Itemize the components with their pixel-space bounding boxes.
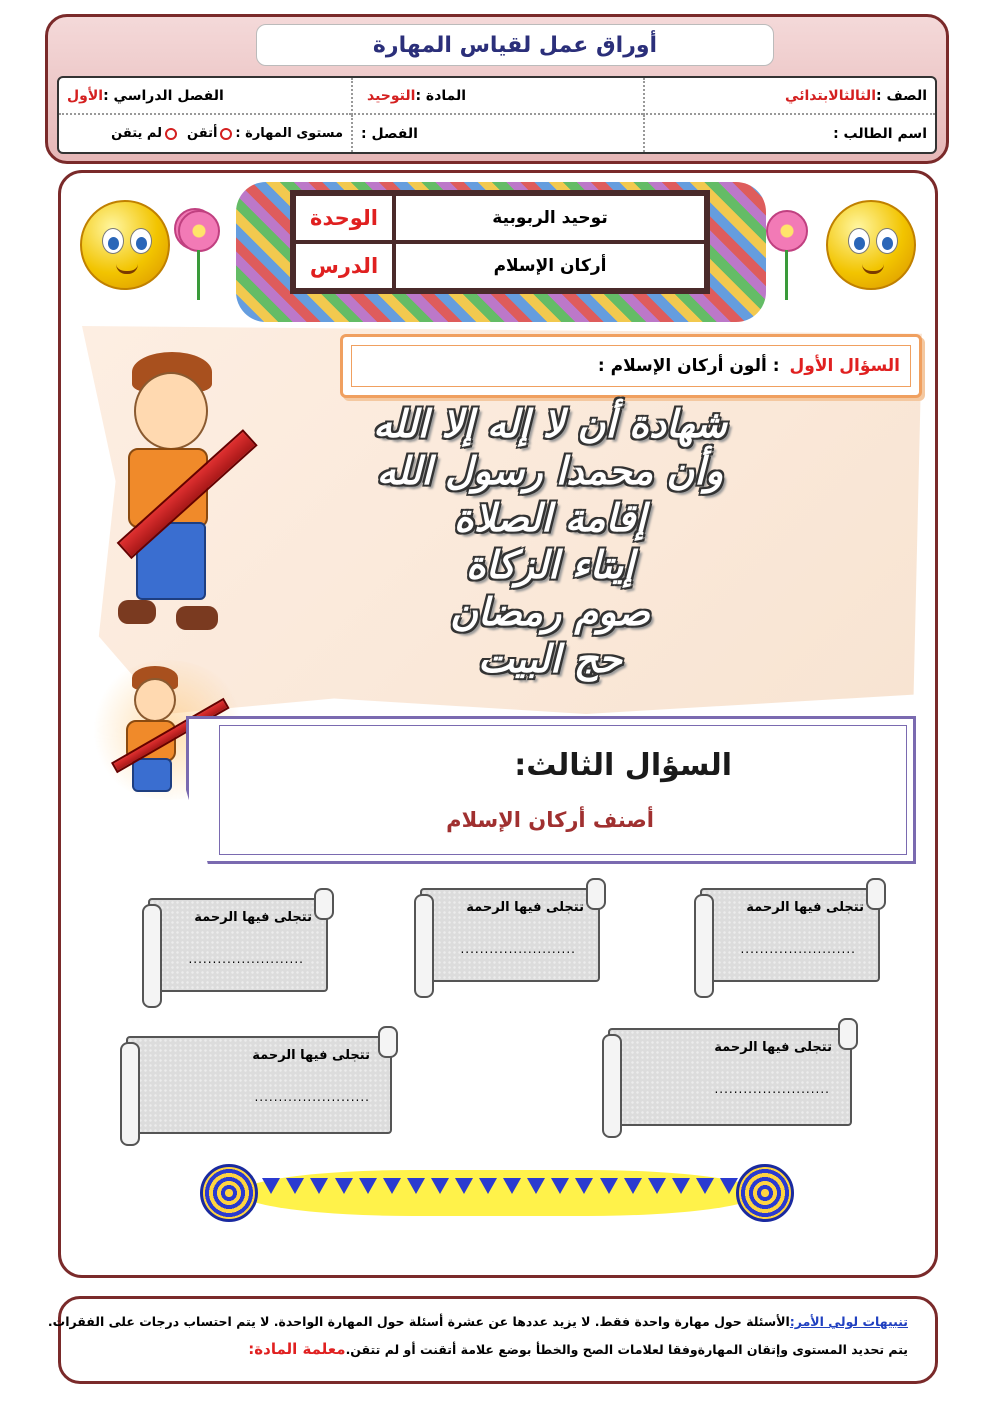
term-value: الأول xyxy=(67,87,104,104)
spiral-right-icon xyxy=(736,1164,794,1222)
answer-scroll[interactable] xyxy=(420,888,600,982)
question-1-box xyxy=(340,334,922,398)
smiley-left-face-icon xyxy=(80,200,170,290)
question-3-subtitle: أصنف أركان الإسلام xyxy=(446,808,654,832)
skill-level-label: مستوى المهارة : xyxy=(235,126,343,141)
mastered-radio[interactable] xyxy=(220,128,232,140)
mastered-label: أتقن xyxy=(187,126,218,141)
question-1-text: : ألون أركان الإسلام : xyxy=(597,356,780,376)
question-3-title: السؤال الثالث: xyxy=(514,748,732,783)
scroll-answer-line[interactable]: ........................ xyxy=(714,1082,830,1096)
unit-value: توحيد الربوبية xyxy=(394,194,706,242)
term-label: الفصل الدراسي : xyxy=(103,87,224,104)
flower-right-icon xyxy=(766,210,808,252)
grade-cell xyxy=(643,78,935,115)
smiley-right-face-icon xyxy=(826,200,916,290)
class-cell[interactable] xyxy=(351,115,643,152)
not-mastered-radio[interactable] xyxy=(165,128,177,140)
term-cell xyxy=(59,78,351,115)
pillar-item[interactable]: إيتاء الزكاة xyxy=(466,542,634,587)
footer-note-line-2 xyxy=(248,1340,908,1358)
parent-note-text: الأسئلة حول مهارة واحدة فقط. لا يزيد عددها عن عشرة أسئلة حول المهارة الواحدة. لا يتم احتساب درجات على الفقرات. xyxy=(47,1314,790,1329)
worksheet-title: أوراق عمل لقياس المهارة xyxy=(256,24,774,66)
answer-scroll[interactable] xyxy=(608,1028,852,1126)
decorative-triangles xyxy=(262,1178,738,1194)
answer-scroll[interactable] xyxy=(700,888,880,982)
question-3-box xyxy=(186,716,916,864)
grade-label: الصف : xyxy=(876,87,927,104)
scroll-label: تتجلى فيها الرحمة xyxy=(252,1048,370,1063)
scroll-answer-line[interactable]: ........................ xyxy=(254,1090,370,1104)
pillar-item[interactable]: حج البيت xyxy=(478,636,622,681)
answer-scroll[interactable] xyxy=(126,1036,392,1134)
scroll-label: تتجلى فيها الرحمة xyxy=(194,910,312,925)
footer-note-line-1 xyxy=(48,1314,908,1329)
pillar-item[interactable]: إقامة الصلاة xyxy=(454,495,646,540)
pillars-list xyxy=(300,400,800,682)
spiral-left-icon xyxy=(200,1164,258,1222)
info-table xyxy=(57,76,937,154)
scroll-answer-line[interactable]: ........................ xyxy=(740,942,856,956)
lesson-value: أركان الإسلام xyxy=(394,242,706,290)
skill-level-cell xyxy=(59,115,351,152)
answer-scroll[interactable] xyxy=(148,898,328,992)
unit-label: الوحدة xyxy=(294,194,394,242)
flower-left-icon xyxy=(178,210,220,252)
student-name-cell[interactable] xyxy=(643,115,935,152)
lesson-label: الدرس xyxy=(294,242,394,290)
subject-cell xyxy=(351,78,643,115)
class-label: الفصل : xyxy=(361,125,418,142)
flower-left-stem xyxy=(197,250,200,300)
pillar-item[interactable]: وأن محمدا رسول الله xyxy=(376,448,724,493)
pillar-item[interactable]: شهادة أن لا إله إلا الله xyxy=(373,401,727,446)
scroll-label: تتجلى فيها الرحمة xyxy=(466,900,584,915)
unit-table xyxy=(290,190,710,294)
subject-label: المادة : xyxy=(415,87,467,104)
teacher-signature-label: معلمة المادة: xyxy=(248,1340,346,1358)
subject-value: التوحيد xyxy=(367,87,416,104)
question-1-label: السؤال الأول xyxy=(789,356,900,376)
boy-with-pencil-illustration xyxy=(100,350,300,640)
scroll-answer-line[interactable]: ........................ xyxy=(188,952,304,966)
student-name-label: اسم الطالب : xyxy=(833,125,927,142)
scroll-label: تتجلى فيها الرحمة xyxy=(714,1040,832,1055)
pillar-item[interactable]: صوم رمضان xyxy=(450,589,650,634)
flower-right-stem xyxy=(785,250,788,300)
scroll-answer-line[interactable]: ........................ xyxy=(460,942,576,956)
not-mastered-label: لم يتقن xyxy=(111,126,163,141)
grade-value: الثالثالابتدائي xyxy=(785,87,876,104)
scroll-label: تتجلى فيها الرحمة xyxy=(746,900,864,915)
parent-note-label: تنبيهات لولي الأمر: xyxy=(789,1314,908,1329)
parent-note-text-2: يتم تحديد المستوى وإتقان المهارةوفقا لعلامات الصح والخطأ بوضع علامة أتقنت أو لم تتقن. xyxy=(345,1342,908,1357)
